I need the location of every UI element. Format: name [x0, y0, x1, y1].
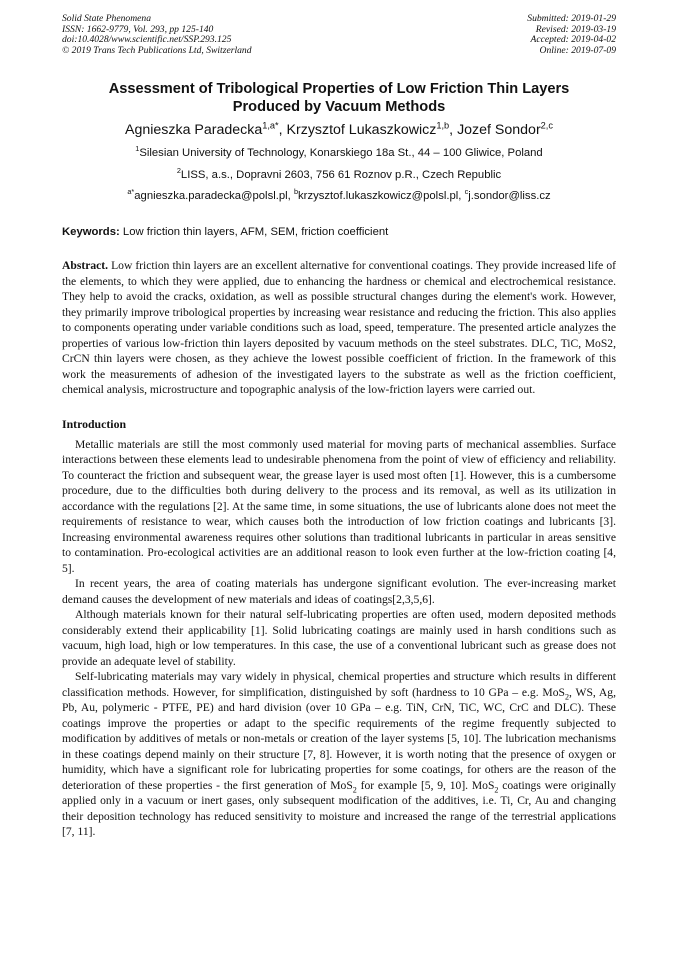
author-separator: , [278, 122, 287, 138]
introduction-heading: Introduction [62, 416, 127, 431]
subscript: 2 [352, 784, 357, 794]
affiliation-1 [62, 146, 616, 160]
publication-info [62, 14, 252, 56]
email-superscript: b [293, 187, 299, 197]
intro-paragraph: In recent years, the area of coating materials has undergone significant evolution. The ever-increasing market demand causes the development of new materials and ideas of coatings[2,3,5,6]. [62, 577, 616, 606]
author-superscript: 1,b [436, 120, 450, 131]
email-link[interactable]: j.sondor@liss.cz [468, 190, 551, 202]
paragraph-text: for example [5, 9, 10]. MoS [356, 778, 495, 792]
abstract-block [62, 258, 616, 398]
subscript: 2 [564, 691, 570, 701]
email-list [62, 189, 616, 203]
paragraph-text: coatings were originally applied only in a vacuum or inert gases, only subsequent modification of the additives, i.e. Ti, Cr, Au and changing their deposition technology has reduced sensitivity to moisture and increased the range of the terrestrial applications [7, 11]. [62, 778, 617, 838]
author-superscript: 1,a* [262, 120, 279, 131]
introduction-body [62, 437, 616, 840]
subscript: 2 [494, 784, 499, 794]
email-superscript: a* [127, 187, 135, 197]
affiliation-superscript: 2 [176, 166, 181, 176]
affiliation-2 [62, 168, 616, 182]
author-name: Agnieszka Paradecka [125, 122, 263, 138]
keywords-line [62, 225, 616, 239]
copyright-line: © 2019 Trans Tech Publications Ltd, Switzerland [62, 44, 252, 56]
accepted-date: Accepted: 2019-04-02 [530, 34, 616, 45]
email-link[interactable]: krzysztof.lukaszkowicz@polsl.pl [298, 190, 459, 202]
email-separator: , [287, 190, 294, 202]
author-name: Jozef Sondor [457, 122, 541, 138]
keywords-text: Low friction thin layers, AFM, SEM, friction coefficient [122, 226, 389, 238]
journal-name: Solid State Phenomena [62, 13, 151, 24]
online-date: Online: 2019-07-09 [539, 44, 616, 56]
publication-dates [527, 14, 616, 56]
author-list [62, 121, 616, 140]
affiliation-text: LISS, a.s., Dopravni 2603, 756 61 Roznov p.R., Czech Republic [180, 169, 502, 181]
intro-paragraph: Metallic materials are still the most commonly used material for moving parts of mechanical assemblies. Surface interactions between these elements lead to undesirable phenomena from the point of view of efficiency and reliability. To counteract the friction and subsequent wear, the grease layer is used most often [1]. However, this is a cumbersome procedure, due to the difficulties both during delivery to the process and its removal, as well as its utilization in accordance with the regulations [2]. At the same time, in some situations, the use of lubricants alone does not meet the requirements of resistance to wear, which causes both the introduction of low friction coatings and lubricants [3]. Increasing environmental awareness requires other solutions than traditional lubricants in particular in areas sensitive to contamination. Pro-ecological activities are an additional reason to look even further at the low-friction coating [4, 5]. [62, 437, 616, 575]
intro-paragraph: Although materials known for their natural self-lubricating properties are often used, modern deposited methods considerably extend their applicability [1]. Solid lubricating coatings are mainly used in harsh conditions such as vacuum, high load, high or low temperatures. In this case, the use of a conventional lubricant such as grease does not provide an adequate level of stability. [62, 608, 616, 668]
abstract-text: Low friction thin layers are an excellent alternative for conventional coatings. They provide increased life of the elements, to which they were applied, due to enhancing the hardness or chemical and electrochemical resistance. They help to avoid the cracks, oxidation, as well as possible structural changes during the element's work. However, they primarily improve tribological properties by increasing wear resistance and reducing the friction. This also applies to components operating under variable conditions such as load, speed, temperature. The presented article analyzes the properties of various low-friction thin layers deposited by vacuum methods on the steel substrates. DLC, TiC, MoS2, CrCN thin layers were chosen, as they achieve the lowest possible coefficient of friction. In the framework of this work the measurements of adhesion of the investigated layers to the substrate as well as the friction coefficient, chemical analysis, microstructure and topographic analysis of the low-friction layers were carried out. [62, 259, 616, 396]
author-superscript: 2,c [540, 120, 553, 131]
email-separator: , [458, 190, 465, 202]
paragraph-text: Self-lubricating materials may vary widely in physical, chemical properties and structure which results in different classification methods. However, for simplification, distinguished by soft (hardness to 10 GPa – e.g. MoS [62, 670, 616, 699]
title-line-1: Assessment of Tribological Properties of Low Friction Thin Layers [108, 81, 570, 97]
issn-line: ISSN: 1662-9779, Vol. 293, pp 125-140 [62, 23, 214, 35]
paper-title [62, 80, 616, 116]
revised-date: Revised: 2019-03-19 [535, 23, 616, 35]
paragraph-text: , WS, Ag, Pb, Au, polymeric - PTFE, PE) and hard division (over 10 GPa – e.g. TiN, CrN, TiC, WC, CrC and DLC). These coatings improve the properties or adapt to the specific requirements of the regime frequently subjected to modification by additives of metals or non-metals or creation of the layer systems [5, 10]. The lubrication mechanisms in these coatings depend mainly on their structure [7, 8]. However, it is worth noting that the presence of oxygen or humidity, which have a significant role for lubricating properties for some coatings, for others are the reason of the deterioration of these properties - the first generation of MoS [62, 685, 617, 792]
email-link[interactable]: agnieszka.paradecka@polsl.pl [134, 190, 288, 202]
author-name: Krzysztof Lukaszkowicz [286, 122, 437, 138]
abstract-label: Abstract. [62, 259, 109, 272]
title-line-2: Produced by Vacuum Methods [232, 99, 446, 115]
publication-header [62, 14, 616, 56]
affiliation-superscript: 1 [135, 144, 140, 154]
doi-link[interactable]: doi:10.4028/www.scientific.net/SSP.293.125 [62, 34, 232, 45]
author-separator: , [449, 122, 458, 138]
affiliation-text: Silesian University of Technology, Konarskiego 18a St., 44 – 100 Gliwice, Poland [139, 147, 543, 159]
keywords-label: Keywords: [62, 226, 120, 238]
submitted-date: Submitted: 2019-01-29 [527, 13, 616, 24]
email-superscript: c [464, 187, 469, 197]
intro-paragraph [62, 669, 616, 840]
